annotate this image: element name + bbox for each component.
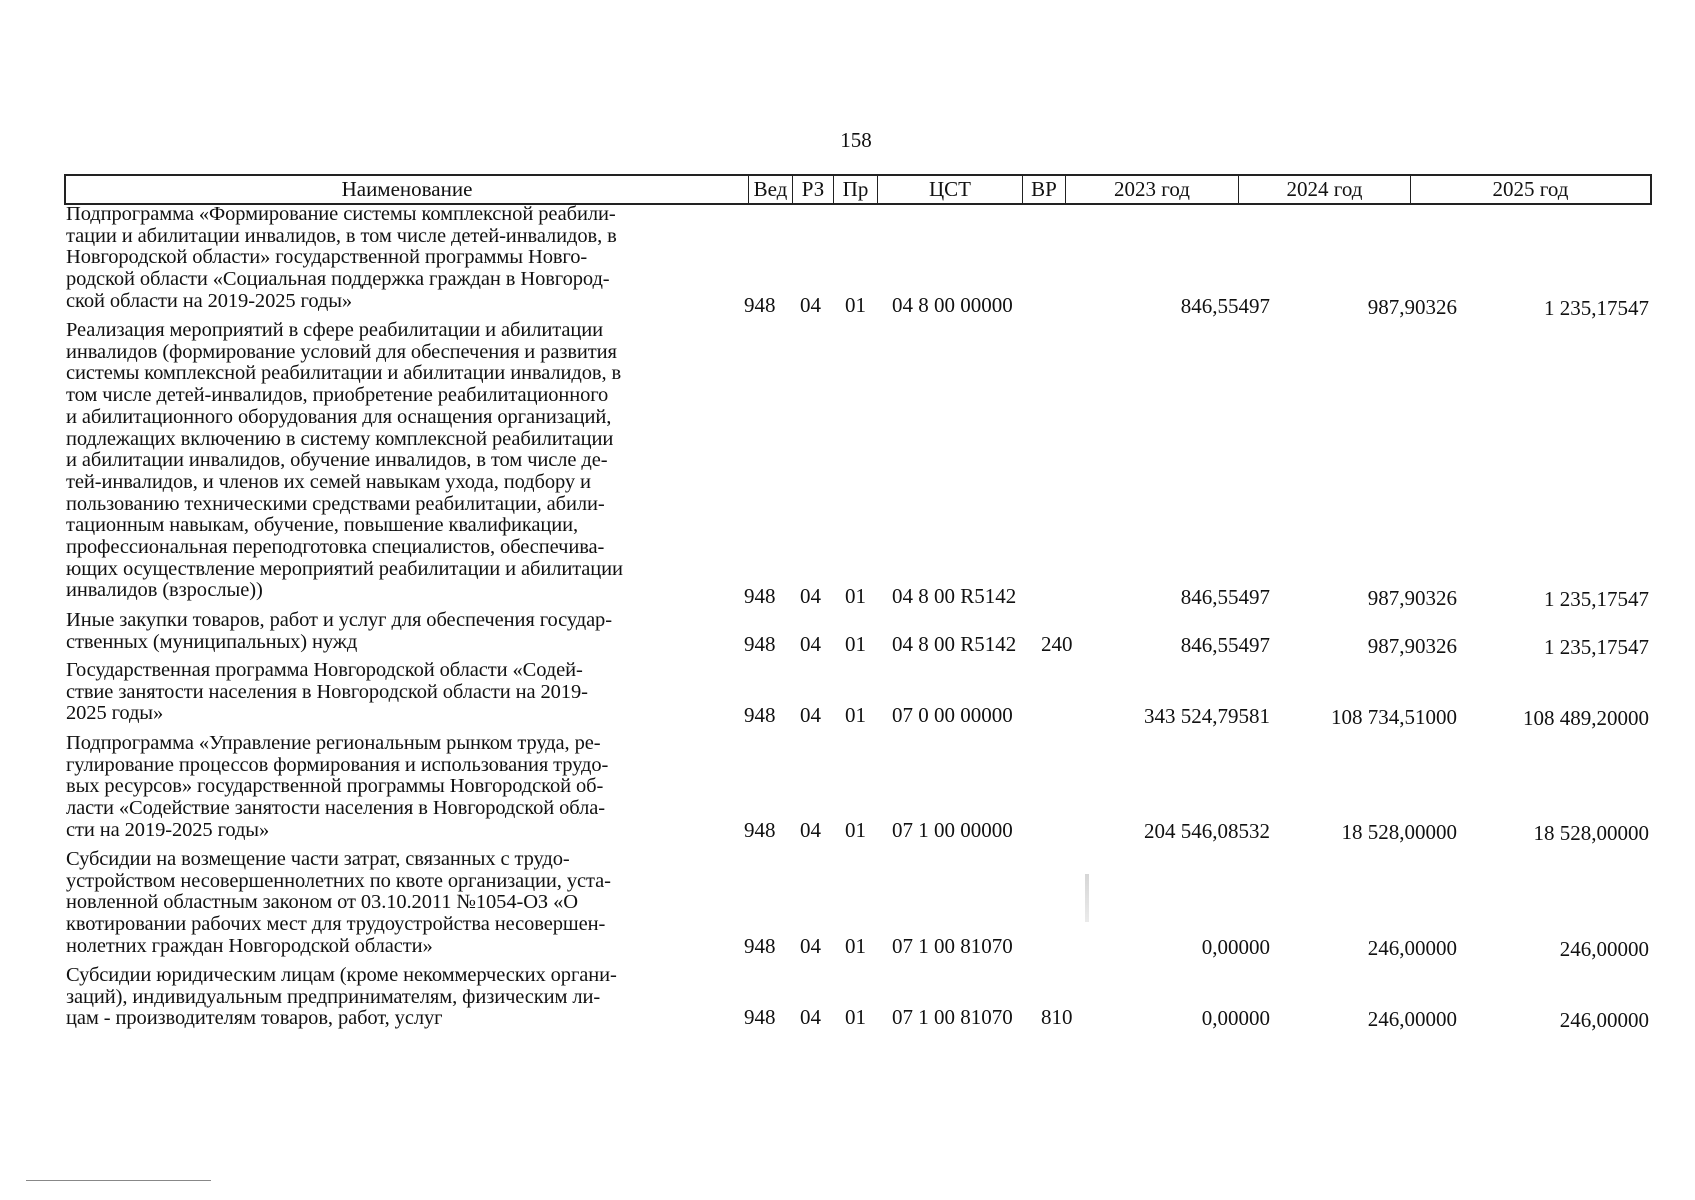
row-2025: 246,00000	[1559, 1008, 1649, 1032]
header-pr: Пр	[834, 176, 878, 203]
row-pr: 01	[845, 632, 866, 656]
row-pr: 01	[845, 1005, 866, 1029]
row-cst: 07 0 00 00000	[892, 703, 1013, 727]
row-2024: 246,00000	[1367, 936, 1457, 960]
row-2024: 987,90326	[1367, 634, 1457, 658]
row-2023: 846,55497	[1180, 633, 1270, 657]
header-name: Наименование	[66, 176, 749, 203]
row-name: Субсидии юридическим лицам (кроме некоммерческих органи- заций), индивидуальным предпринимателям, физическим ли- цам - производителям товаров, работ, услуг	[66, 964, 617, 1030]
row-2023: 0,00000	[1201, 1006, 1270, 1030]
row-ved: 948	[744, 293, 776, 317]
row-2023: 343 524,79581	[1144, 704, 1270, 728]
row-rz: 04	[800, 584, 821, 608]
row-name: Подпрограмма «Управление региональным рынком труда, ре- гулирование процессов формирования и использования трудо- вых ресурсов» государственной программы Новгородской об- ласти «Содействие занятости населения в Новгородской обла- сти на 2019-2025 годы»	[66, 732, 609, 841]
row-rz: 04	[800, 632, 821, 656]
row-pr: 01	[845, 818, 866, 842]
row-cst: 04 8 00 R5142	[892, 584, 1017, 608]
table-header	[64, 174, 1652, 205]
row-cst: 04 8 00 R5142	[892, 632, 1017, 656]
row-2025: 1 235,17547	[1544, 587, 1649, 611]
header-vr: ВР	[1023, 176, 1066, 203]
row-name: Подпрограмма «Формирование системы комплексной реабили- тации и абилитации инвалидов, в том числе детей-инвалидов, в Новгородской области» государственной программы Новго- родской области «Социальная поддержка граждан в Новгород- ской области на 2019-2025 годы»	[66, 203, 617, 312]
row-ved: 948	[744, 1005, 776, 1029]
row-cst: 07 1 00 81070	[892, 1005, 1013, 1029]
row-2025: 108 489,20000	[1523, 706, 1649, 730]
row-2023: 846,55497	[1180, 294, 1270, 318]
row-2025: 246,00000	[1559, 937, 1649, 961]
scan-edge-line	[26, 1180, 211, 1181]
row-ved: 948	[744, 934, 776, 958]
row-rz: 04	[800, 293, 821, 317]
scan-artifact	[1085, 874, 1089, 922]
row-pr: 01	[845, 584, 866, 608]
page-number: 158	[840, 128, 872, 152]
row-pr: 01	[845, 934, 866, 958]
row-rz: 04	[800, 934, 821, 958]
row-name: Субсидии на возмещение части затрат, связанных с трудо- устройством несовершеннолетних по квоте организации, уста- новленной областным законом от 03.10.2011 №1054-ОЗ «О квотировании рабочих мест для трудоустройства несовершен- нолетних граждан Новгородской области»	[66, 848, 611, 957]
row-vr: 240	[1041, 632, 1073, 656]
row-name: Государственная программа Новгородской области «Содей- ствие занятости населения в Новгородской области на 2019- 2025 годы»	[66, 659, 588, 725]
row-2024: 108 734,51000	[1331, 705, 1457, 729]
row-2023: 846,55497	[1180, 585, 1270, 609]
row-cst: 07 1 00 81070	[892, 934, 1013, 958]
row-ved: 948	[744, 584, 776, 608]
row-2024: 987,90326	[1367, 295, 1457, 319]
header-2024: 2024 год	[1239, 176, 1411, 203]
row-2025: 1 235,17547	[1544, 296, 1649, 320]
row-rz: 04	[800, 1005, 821, 1029]
row-ved: 948	[744, 703, 776, 727]
row-name: Иные закупки товаров, работ и услуг для обеспечения государ- ственных (муниципальных) нужд	[66, 609, 612, 653]
row-ved: 948	[744, 818, 776, 842]
row-2025: 18 528,00000	[1533, 821, 1649, 845]
header-rz: РЗ	[793, 176, 834, 203]
row-cst: 07 1 00 00000	[892, 818, 1013, 842]
row-2024: 987,90326	[1367, 586, 1457, 610]
row-rz: 04	[800, 818, 821, 842]
row-2024: 246,00000	[1367, 1007, 1457, 1031]
header-2025: 2025 год	[1492, 177, 1569, 201]
row-2023: 204 546,08532	[1144, 819, 1270, 843]
row-name: Реализация мероприятий в сфере реабилитации и абилитации инвалидов (формирование условий для обеспечения и развития системы комплексной реабилитации и абилитации инвалидов, в том числе детей-инвалидов, приобретение реабилитационного и абилитационного оборудования для оснащения организаций, подлежащих включению в систему комплексной реабилитации и абилитации инвалидов, обучение инвалидов, в том числе де- тей-инвалидов, и членов их семей навыкам ухода, подбору и пользованию техническими средствами реабилитации, абили- тационным навыкам, обучение, повышение квалификации, профессиональная переподготовка специалистов, обеспечива- ющих осуществление мероприятий реабилитации и абилитации инвалидов (взрослые))	[66, 319, 623, 602]
row-2025: 1 235,17547	[1544, 635, 1649, 659]
row-ved: 948	[744, 632, 776, 656]
header-ved: Вед	[749, 176, 793, 203]
row-pr: 01	[845, 703, 866, 727]
header-2023: 2023 год	[1066, 176, 1239, 203]
row-vr: 810	[1041, 1005, 1073, 1029]
row-2024: 18 528,00000	[1341, 820, 1457, 844]
row-pr: 01	[845, 293, 866, 317]
header-cst: ЦСТ	[878, 176, 1023, 203]
row-2023: 0,00000	[1201, 935, 1270, 959]
row-cst: 04 8 00 00000	[892, 293, 1013, 317]
row-rz: 04	[800, 703, 821, 727]
